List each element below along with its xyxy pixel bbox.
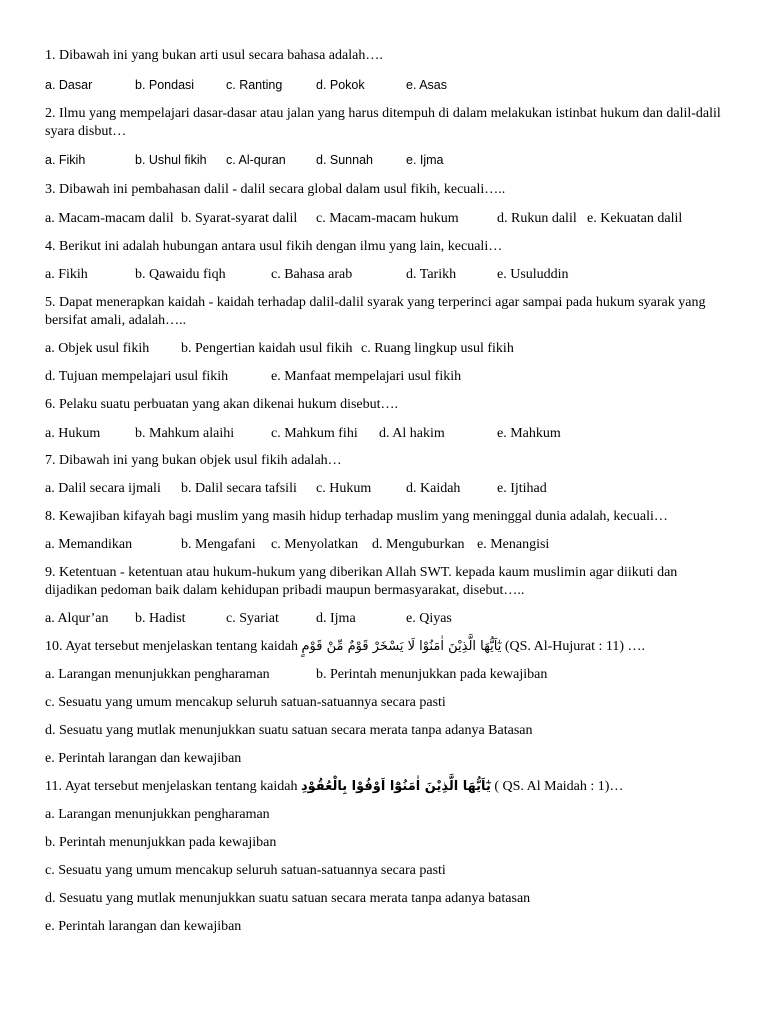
option: e. Menangisi [477, 537, 550, 552]
question-6-stem: 6. Pelaku suatu perbuatan yang akan dikenai hukum disebut…. [45, 397, 399, 412]
option: b. Hadist [135, 611, 186, 626]
option: d. Tarikh [406, 267, 457, 282]
stem-suffix: ( QS. Al Maidah : 1)… [494, 779, 624, 794]
option: c. Bahasa arab [271, 267, 353, 282]
option: b. Perintah menunjukkan pada kewajiban [316, 667, 548, 682]
option: c. Macam-macam hukum [316, 211, 459, 226]
option: d. Pokok [316, 78, 365, 92]
option: e. Usuluddin [497, 267, 569, 282]
question-5-stem: 5. Dapat menerapkan kaidah - kaidah terhadap dalil-dalil syarak yang terperinci agar sampai pada hukum syarak yang bersifat amali, adalah….. [45, 295, 706, 328]
option: a. Objek usul fikih [45, 341, 150, 356]
question-10-stem [45, 638, 725, 656]
option: d. Sunnah [316, 153, 373, 167]
option: a. Dasar [45, 78, 93, 92]
option: d. Kaidah [406, 481, 461, 496]
option: e. Asas [406, 78, 447, 92]
option: b. Qawaidu fiqh [135, 267, 226, 282]
question-2-stem: 2. Ilmu yang mempelajari dasar-dasar atau jalan yang harus ditempuh di dalam melakukan istinbat hukum dan dalil-dalil syara disbut… [45, 106, 721, 139]
option: c. Hukum [316, 481, 372, 496]
option: e. Kekuatan dalil [587, 211, 683, 226]
question-7-stem: 7. Dibawah ini yang bukan objek usul fikih adalah… [45, 453, 342, 468]
option: b. Mahkum alaihi [135, 426, 235, 441]
option: b. Ushul fikih [135, 153, 207, 167]
option: d. Tujuan mempelajari usul fikih [45, 369, 229, 384]
option: b. Pondasi [135, 78, 195, 92]
option: e. Ijtihad [497, 481, 547, 496]
question-3-stem: 3. Dibawah ini pembahasan dalil - dalil secara global dalam usul fikih, kecuali….. [45, 182, 506, 197]
option: c. Syariat [226, 611, 279, 626]
option: c. Ranting [226, 78, 283, 92]
option: b. Pengertian kaidah usul fikih [181, 341, 353, 356]
stem-prefix: 10. Ayat tersebut menjelaskan tentang kaidah [45, 639, 298, 654]
option: e. Manfaat mempelajari usul fikih [271, 369, 462, 384]
option: b. Mengafani [181, 537, 256, 552]
option: a. Larangan menunjukkan pengharaman [45, 807, 270, 822]
arabic-verse: يٰٓاَيُّهَا الَّذِيْنَ اٰمَنُوْٓا اَوْفُوْا بِالْعُقُوْدِ [300, 779, 491, 794]
option: a. Macam-macam dalil [45, 211, 174, 226]
option: e. Mahkum [497, 426, 561, 441]
option: d. Sesuatu yang mutlak menunjukkan suatu satuan secara merata tanpa adanya batasan [45, 891, 531, 906]
option: c. Menyolatkan [271, 537, 359, 552]
option: d. Ijma [316, 611, 356, 626]
option: c. Al-quran [226, 153, 286, 167]
option: c. Sesuatu yang umum mencakup seluruh satuan-satuannya secara pasti [45, 695, 446, 710]
question-9-stem: 9. Ketentuan - ketentuan atau hukum-hukum yang diberikan Allah SWT. kepada kaum muslimin agar diikuti dan dijadikan pedoman baik dalam kehidupan pribadi maupun bermasyarakat, disebut….. [45, 565, 678, 598]
option: a. Fikih [45, 267, 88, 282]
option: d. Sesuatu yang mutlak menunjukkan suatu satuan secara merata tanpa adanya Batasan [45, 723, 533, 738]
question-1-stem: 1. Dibawah ini yang bukan arti usul secara bahasa adalah…. [45, 48, 383, 63]
option: e. Ijma [406, 153, 444, 167]
option: c. Ruang lingkup usul fikih [361, 341, 514, 356]
option: e. Perintah larangan dan kewajiban [45, 919, 242, 934]
option: a. Memandikan [45, 537, 133, 552]
question-11-stem [45, 778, 725, 796]
option: b. Perintah menunjukkan pada kewajiban [45, 835, 277, 850]
option: a. Hukum [45, 426, 101, 441]
option: e. Qiyas [406, 611, 452, 626]
option: b. Syarat-syarat dalil [181, 211, 298, 226]
option: a. Alqur’an [45, 611, 109, 626]
option: a. Dalil secara ijmali [45, 481, 161, 496]
question-4-stem: 4. Berikut ini adalah hubungan antara usul fikih dengan ilmu yang lain, kecuali… [45, 239, 503, 254]
option: a. Fikih [45, 153, 86, 167]
question-8-stem: 8. Kewajiban kifayah bagi muslim yang masih hidup terhadap muslim yang meninggal dunia adalah, kecuali… [45, 509, 668, 524]
option: d. Rukun dalil [497, 211, 577, 226]
stem-prefix: 11. Ayat tersebut menjelaskan tentang kaidah [45, 779, 298, 794]
option: e. Perintah larangan dan kewajiban [45, 751, 242, 766]
option: c. Sesuatu yang umum mencakup seluruh satuan-satuannya secara pasti [45, 863, 446, 878]
option: d. Al hakim [379, 426, 445, 441]
stem-suffix: (QS. Al-Hujurat : 11) …. [504, 639, 646, 654]
option: a. Larangan menunjukkan pengharaman [45, 667, 270, 682]
option: b. Dalil secara tafsili [181, 481, 297, 496]
arabic-verse: يٰٓاَيُّهَا الَّذِيْنَ اٰمَنُوْا لَا يَسْخَرْ قَوْمٌ مِّنْ قَوْمٍ [301, 639, 502, 654]
option: c. Mahkum fihi [271, 426, 358, 441]
option: d. Menguburkan [372, 537, 465, 552]
